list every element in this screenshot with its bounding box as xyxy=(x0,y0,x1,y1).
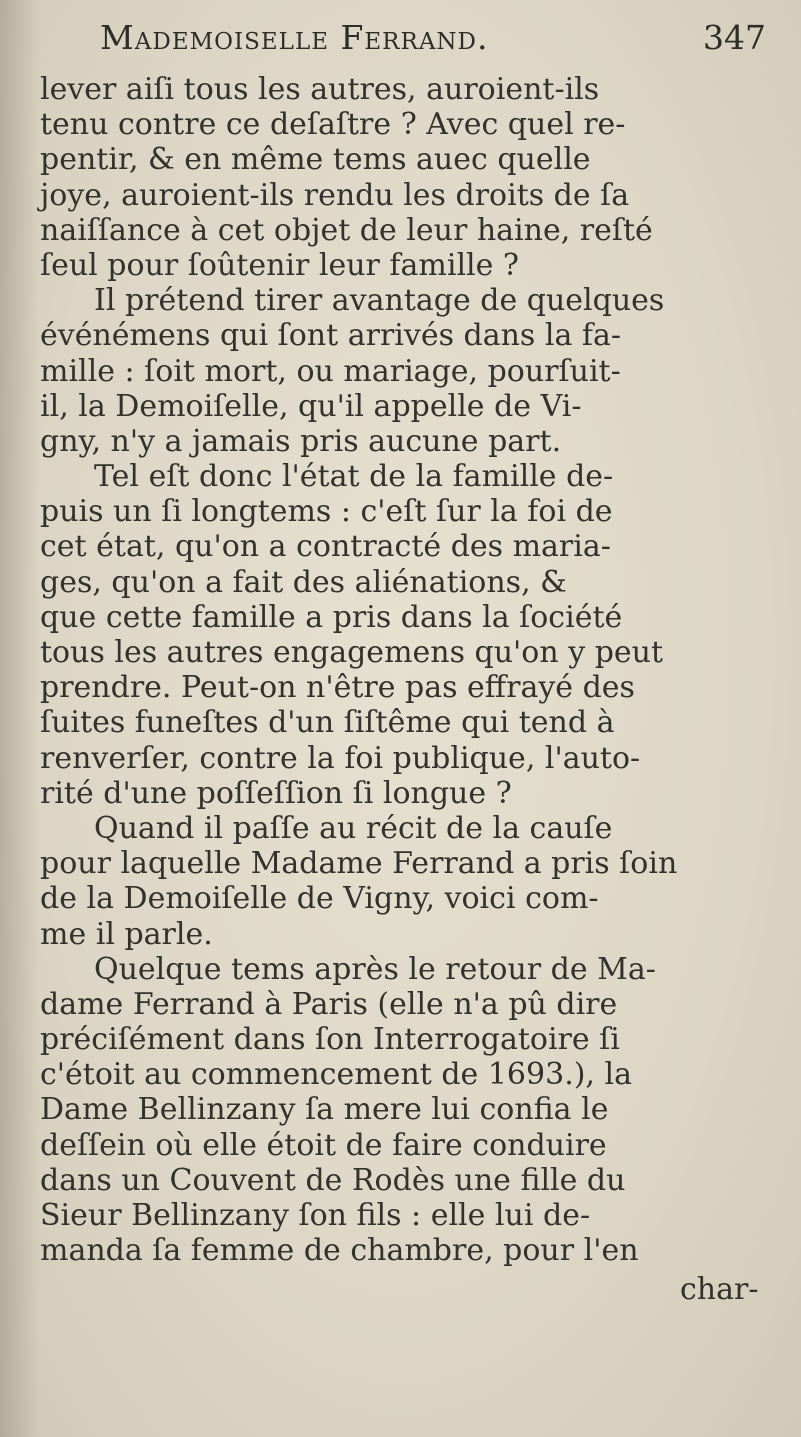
text-line: Quand il paſſe au récit de la cauſe xyxy=(94,810,613,846)
text-line: rité d'une poſſeſſion ſi longue ? xyxy=(40,775,512,811)
text-line: tenu contre ce deſaſtre ? Avec quel re- xyxy=(40,107,626,143)
text-line: deſſein où elle étoit de faire conduire xyxy=(40,1127,607,1163)
text-line: ſeul pour ſoûtenir leur famille ? xyxy=(40,247,520,283)
text-line: dans un Couvent de Rodès une fille du xyxy=(40,1162,626,1198)
text-line: dame Ferrand à Paris (elle n'a pû dire xyxy=(40,986,618,1022)
text-line: Sieur Bellinzany ſon fils : elle lui de- xyxy=(40,1198,591,1233)
text-line: Dame Bellinzany ſa mere lui confia le xyxy=(40,1092,609,1128)
text-line: ges, qu'on a fait des aliénations, & xyxy=(40,564,567,600)
catchword-line xyxy=(40,1272,780,1307)
text-line: me il parle. xyxy=(40,916,213,952)
text-line: lever aiſi tous les autres, auroient-ils xyxy=(40,72,600,107)
text-line: prendre. Peut-on n'être pas effrayé des xyxy=(40,670,635,706)
text-line: manda ſa femme de chambre, pour l'en xyxy=(40,1233,639,1269)
text-line: naiſſance à cet objet de leur haine, reſté xyxy=(40,212,653,248)
text-line: Tel eſt donc l'état de la famille de- xyxy=(94,459,614,495)
text-line: événémens qui ſont arrivés dans la fa- xyxy=(40,318,622,354)
page-gutter-shadow xyxy=(0,0,40,1437)
text-line: préciſément dans ſon Interrogatoire ſi xyxy=(40,1022,620,1058)
page-header xyxy=(100,8,780,68)
text-line: mille : ſoit mort, ou mariage, pourſuit- xyxy=(40,353,621,389)
text-line: il, la Demoiſelle, qu'il appelle de Vi- xyxy=(40,388,582,424)
text-line: renverſer, contre la foi publique, l'auto- xyxy=(40,740,641,776)
text-line: tous les autres engagemens qu'on y peut xyxy=(40,635,664,670)
text-line: joye, auroient-ils rendu les droits de ſa xyxy=(40,177,630,213)
text-line: ſuites funeſtes d'un ſiſtême qui tend à xyxy=(40,705,615,741)
running-head: Mademoiselle Ferrand. xyxy=(100,18,489,57)
catchword: char- xyxy=(680,1272,759,1308)
text-line: c'étoit au commencement de 1693.), la xyxy=(40,1057,632,1093)
text-line: gny, n'y a jamais pris aucune part. xyxy=(40,423,562,459)
text-line: de la Demoiſelle de Vigny, voici com- xyxy=(40,881,599,917)
text-line: Il prétend tirer avantage de quelques xyxy=(94,283,665,319)
page-number: 347 xyxy=(703,18,766,57)
body-text xyxy=(40,72,780,1308)
text-line: pentir, & en même tems auec quelle xyxy=(40,142,591,178)
text-line: pour laquelle Madame Ferrand a pris ſoin xyxy=(40,846,678,882)
text-line: cet état, qu'on a contracté des maria- xyxy=(40,529,611,565)
text-line: que cette famille a pris dans la ſociété xyxy=(40,599,623,635)
text-line: puis un ſi longtems : c'eſt ſur la foi de xyxy=(40,494,613,530)
text-line: Quelque tems après le retour de Ma- xyxy=(94,951,656,987)
